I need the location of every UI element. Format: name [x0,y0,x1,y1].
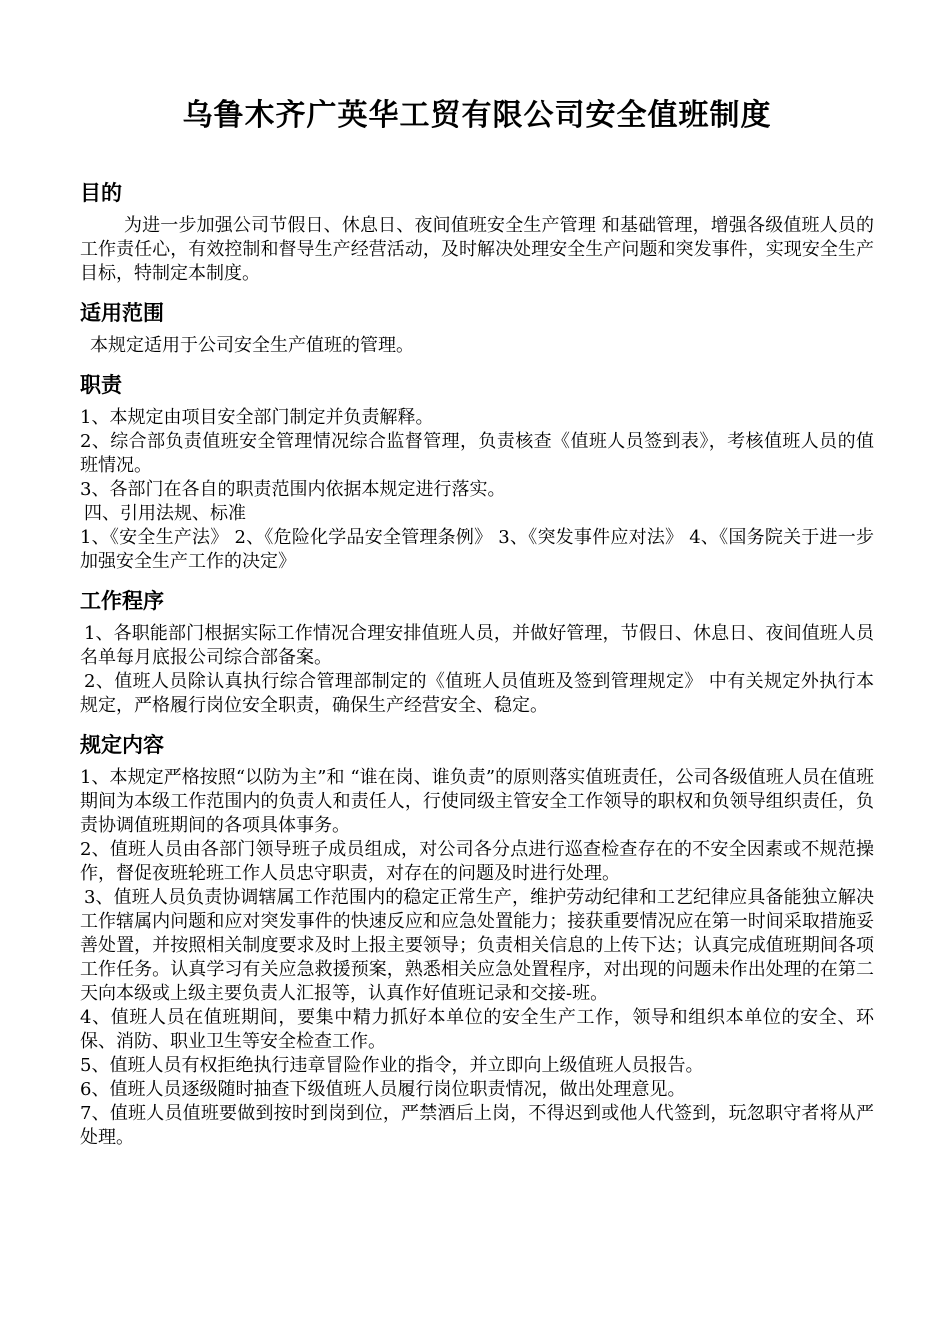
section-heading-content: 规定内容 [80,733,164,757]
procedure-item: 2、值班人员除认真执行综合管理部制定的《值班人员值班及签到管理规定》 中有关规定外执行本规定，严格履行岗位安全职责，确保生产经营安全、稳定。 [80,671,874,716]
section-heading-scope: 适用范围 [80,301,164,325]
content-item: 4、值班人员在值班期间，要集中精力抓好本单位的安全生产工作，领导和组织本单位的安全、环保、消防、职业卫生等安全检查工作。 [80,1007,874,1052]
regulations-list: 1、《安全生产法》 2、《危险化学品安全管理条例》 3、《突发事件应对法》 4、《国务院关于进一步加强安全生产工作的决定》 [80,527,874,572]
regulations-heading: 四、引用法规、标准 [84,503,246,524]
content-item: 3、值班人员负责协调辖属工作范围内的稳定正常生产，维护劳动纪律和工艺纪律应具备能独立解决工作辖属内问题和应对突发事件的快速反应和应急处置能力；接获重要情况应在第一时间采取措施妥善处置，并按照相关制度要求及时上报主要领导；负责相关信息的上传下达；认真完成值班期间各项工作任务。认真学习有关应急救援预案，熟悉相关应急处置程序，对出现的问题未作出处理的在第二天向本级或上级主要负责人汇报等，认真作好值班记录和交接-班。 [80,887,874,1004]
content-item: 5、值班人员有权拒绝执行违章冒险作业的指令，并立即向上级值班人员报告。 [80,1055,704,1076]
content-item: 6、值班人员逐级随时抽查下级值班人员履行岗位职责情况，做出处理意见。 [80,1079,686,1100]
section-heading-procedure: 工作程序 [80,589,164,613]
content-item: 2、值班人员由各部门领导班子成员组成，对公司各分点进行巡查检查存在的不安全因素或不规范操作，督促夜班轮班工作人员忠守职责，对存在的问题及时进行处理。 [80,839,874,884]
content-item: 7、值班人员值班要做到按时到岗到位，严禁酒后上岗，不得迟到或他人代签到，玩忽职守者将从严处理。 [80,1103,874,1148]
section-heading-purpose: 目的 [80,181,122,205]
purpose-text: 为进一步加强公司节假日、休息日、夜间值班安全生产管理 和基础管理，增强各级值班人员的工作责任心，有效控制和督导生产经营活动，及时解决处理安全生产问题和突发事件，实现安全生产目标，特制定本制度。 [80,215,874,284]
content-item: 1、本规定严格按照“以防为主”和 “谁在岗、谁负责”的原则落实值班责任，公司各级值班人员在值班期间为本级工作范围内的负责人和责任人，行使同级主管安全工作领导的职权和负领导组织责任，负责协调值班期间的各项具体事务。 [80,767,874,836]
scope-text: 本规定适用于公司安全生产值班的管理。 [90,335,414,356]
duties-item: 2、综合部负责值班安全管理情况综合监督管理，负责核查《值班人员签到表》，考核值班人员的值班情况。 [80,431,874,476]
duties-item: 3、各部门在各自的职责范围内依据本规定进行落实。 [80,479,506,500]
section-heading-duties: 职责 [80,373,122,397]
duties-item: 1、本规定由项目安全部门制定并负责解释。 [80,407,434,428]
document-title: 乌鲁木齐广英华工贸有限公司安全值班制度 [182,98,772,133]
procedure-item: 1、各职能部门根据实际工作情况合理安排值班人员，并做好管理，节假日、休息日、夜间值班人员名单每月底报公司综合部备案。 [80,623,874,668]
